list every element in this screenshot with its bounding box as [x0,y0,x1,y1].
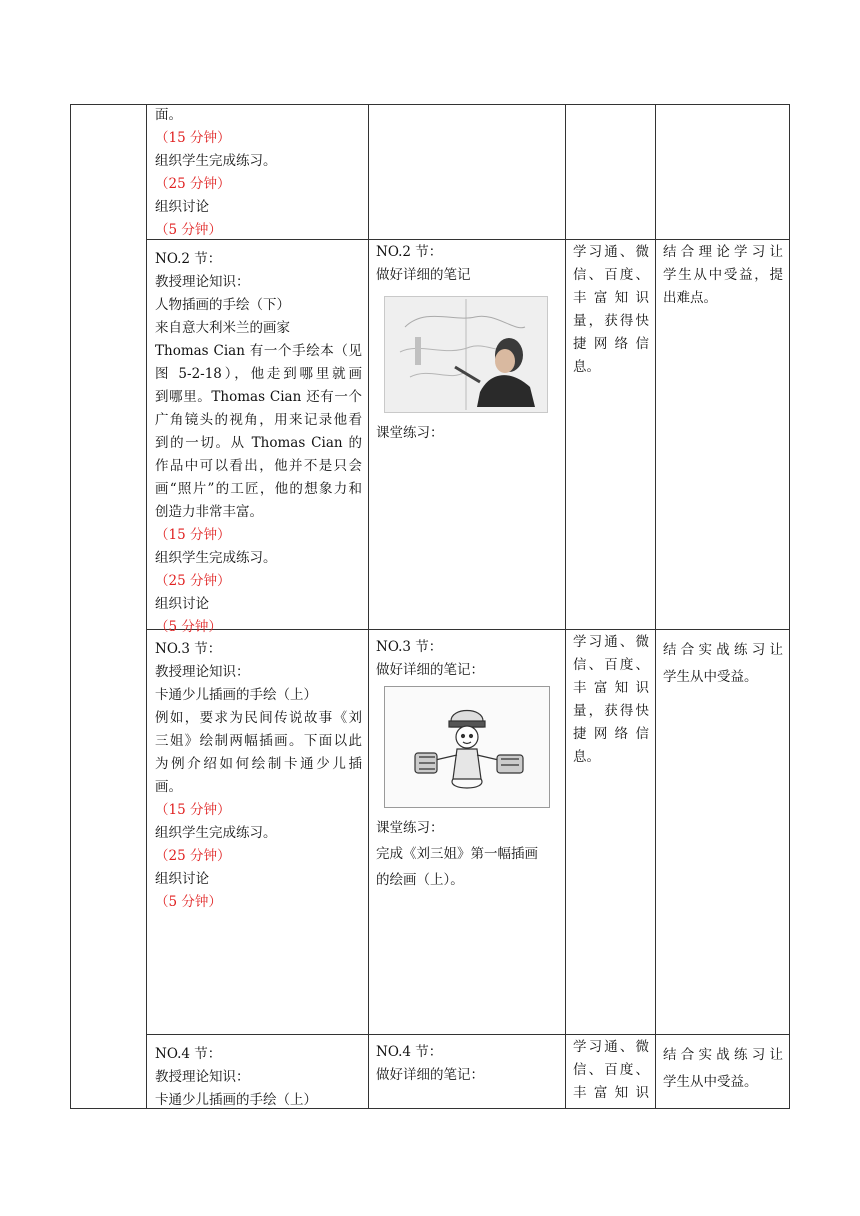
goal-line: 结合实战练习让 [663,1047,783,1063]
cartoon-figure-illustration-image [384,686,550,808]
teaching-line: NO.4 节： [155,1046,222,1062]
goal-line: 学生从中受益。 [663,669,758,685]
resource-line: 丰 富 知 识 [573,680,649,696]
teaching-cell-row2 [155,248,362,639]
time-note: （25 分钟） [155,848,231,864]
col-divider [565,104,566,1109]
time-note: （15 分钟） [155,527,231,543]
teaching-line: Thomas Cian 有一个手绘本（见 [155,343,362,359]
teaching-line: 组织讨论 [155,596,209,612]
goal-line: 学生从中受益。 [663,1074,758,1090]
resources-cell-row4 [573,1036,649,1105]
exercise-label: 课堂练习： [376,820,444,836]
teaching-line: 教授理论知识： [155,664,250,680]
resource-line: 学习通、微 [573,1039,649,1055]
student-line: 做好详细的笔记 [376,267,471,283]
resource-line: 学习通、微 [573,244,649,260]
student-cell-row3-bottom [376,815,561,893]
resource-line: 学习通、微 [573,634,649,650]
resource-line: 信、百度、 [573,657,649,673]
resource-line: 捷 网 络 信 [573,336,649,352]
time-note: （5 分钟） [155,222,222,238]
teaching-line: 为例介绍如何绘制卡通少儿插 [155,756,362,772]
teaching-cell-row4 [155,1043,362,1112]
student-cell-row3-top [376,636,558,682]
teaching-line: 三姐》绘制两幅插画。下面以此 [155,733,362,749]
goal-cell-row4 [663,1042,783,1096]
resource-line: 息。 [573,749,600,765]
exercise-label: 课堂练习： [376,425,444,441]
teaching-line: 图 5-2-18），他走到哪里就画 [155,366,362,382]
teaching-line: 卡通少儿插画的手绘（上） [155,687,317,703]
teaching-line: 人物插画的手绘（下） [155,297,290,313]
resource-line: 信、百度、 [573,267,649,283]
student-line: NO.3 节： [376,639,443,655]
teaching-line: 画。 [155,779,182,795]
col-divider [655,104,656,1109]
teaching-line: 组织学生完成练习。 [155,550,277,566]
goal-cell-row3 [663,637,783,691]
student-cell-row2-bottom [376,422,558,445]
teaching-line: 组织讨论 [155,871,209,887]
resource-line: 丰 富 知 识 [573,1085,649,1101]
student-line: 做好详细的笔记： [376,1067,484,1083]
teaching-line: NO.2 节： [155,251,222,267]
teaching-line: 组织讨论 [155,199,209,215]
goal-line: 结合实战练习让 [663,642,783,658]
student-line: 做好详细的笔记： [376,662,484,678]
resources-cell-row2 [573,241,649,379]
resource-line: 丰 富 知 识 [573,290,649,306]
table-border-right [789,104,790,1109]
student-line: NO.2 节： [376,244,443,260]
teaching-line: NO.3 节： [155,641,222,657]
teaching-line: 教授理论知识： [155,274,250,290]
col-divider [70,104,71,1109]
exercise-text: 的绘画（上）。 [376,872,464,888]
time-note: （25 分钟） [155,573,231,589]
student-cell-row4-top [376,1041,558,1087]
teaching-line: 作品中可以看出，他并不是只会 [155,458,362,474]
teaching-line: 创造力非常丰富。 [155,504,263,520]
teaching-cell-row3 [155,638,362,914]
student-line: NO.4 节： [376,1044,443,1060]
row-divider [146,1034,790,1035]
resource-line: 量，获得快 [573,703,649,719]
resource-line: 信、百度、 [573,1062,649,1078]
sketchbook-illustration-image [384,296,548,413]
teaching-line: 面。 [155,107,182,123]
time-note: （15 分钟） [155,802,231,818]
teaching-line: 卡通少儿插画的手绘（上） [155,1092,317,1108]
teaching-line: 到的一切。从 Thomas Cian 的 [155,435,362,451]
teaching-line: 组织学生完成练习。 [155,825,277,841]
goal-line: 出难点。 [663,290,717,306]
goal-line: 学生从中受益，提 [663,267,783,283]
time-note: （5 分钟） [155,619,222,635]
teaching-line: 例如，要求为民间传说故事《刘 [155,710,362,726]
teaching-line: 广角镜头的视角，用来记录他看 [155,412,362,428]
teaching-line: 教授理论知识： [155,1069,250,1085]
goal-line: 结合理论学习让 [663,244,783,260]
col-divider [368,104,369,1109]
teaching-line: 来自意大利米兰的画家 [155,320,290,336]
resource-line: 量，获得快 [573,313,649,329]
col-divider [146,104,147,1109]
time-note: （25 分钟） [155,176,231,192]
goal-cell-row2 [663,241,783,310]
time-note: （15 分钟） [155,130,231,146]
teaching-line: 组织学生完成练习。 [155,153,277,169]
student-cell-row2-top [376,241,558,287]
teaching-cell-row1 [155,104,360,242]
teaching-line: 画“照片”的工匠，他的想象力和 [155,481,362,497]
exercise-text: 完成《刘三姐》第一幅插画 [376,846,538,862]
resource-line: 息。 [573,359,600,375]
resources-cell-row3 [573,631,649,769]
resource-line: 捷 网 络 信 [573,726,649,742]
teaching-line: 到哪里。Thomas Cian 还有一个 [155,389,362,405]
time-note: （5 分钟） [155,894,222,910]
